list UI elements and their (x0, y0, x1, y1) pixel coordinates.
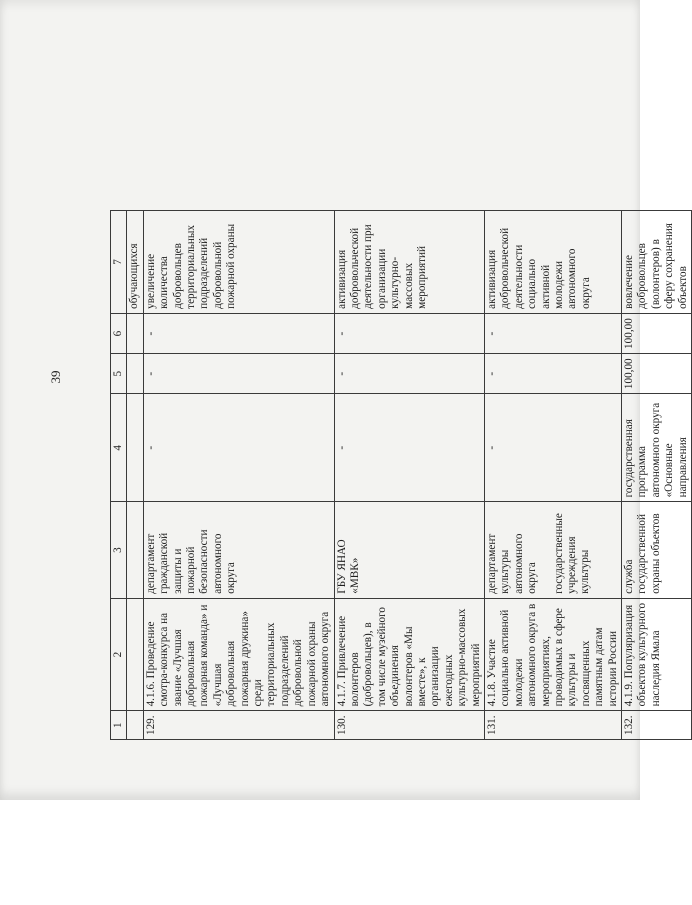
executor-cell: служба государственной охраны объектов (622, 502, 692, 598)
plan-table-container (110, 210, 692, 740)
header-cell: 5 (111, 354, 127, 394)
header-cell: 3 (111, 502, 127, 598)
result-cell: активизация добровольческой деятельности социально активной молодежи автономного округа (484, 211, 621, 314)
value-cell: - (143, 354, 334, 394)
header-cell: 4 (111, 394, 127, 502)
empty-cell (127, 394, 143, 502)
source-cell: государственная программа автономного округа «Основные направления (622, 394, 692, 502)
row-number: 130. (334, 711, 484, 740)
executor-cell: департамент гражданской защиты и пожарной безопасности автономного округа (143, 502, 334, 598)
table-row (622, 211, 692, 740)
table-row (334, 211, 484, 740)
value-cell: - (143, 313, 334, 354)
empty-cell (127, 313, 143, 354)
empty-cell (127, 711, 143, 740)
result-cell: увеличение количества добровольцев территориальных подразделений добровольной пожарной охраны (143, 211, 334, 314)
row-number: 129. (143, 711, 334, 740)
value-cell: 100,00 (622, 354, 692, 394)
page-number: 39 (48, 370, 63, 384)
header-cell: 1 (111, 711, 127, 740)
table-row (484, 211, 621, 740)
continuation-text: обучающихся (127, 211, 143, 314)
value-cell: - (334, 313, 484, 354)
result-cell: вовлечение добровольцев (волонтеров) в сферу сохранения объектов (622, 211, 692, 314)
event-cell: 4.1.8. Участие социально активной молодежи автономного округа в мероприятиях, проводимых в сфере культуры и посвященных памятным датам истории России (484, 598, 621, 711)
table-row (143, 211, 334, 740)
source-cell: - (484, 394, 621, 502)
header-cell: 7 (111, 211, 127, 314)
source-cell: - (334, 394, 484, 502)
header-row (111, 211, 127, 740)
continuation-row (127, 211, 143, 740)
value-cell: - (484, 313, 621, 354)
row-number: 131. (484, 711, 621, 740)
event-cell: 4.1.7. Привлечение волонтеров (добровольцев), в том числе музейного объединения волонтеров «Мы вместе», к организации ежегодных культурно-массовых мероприятий (334, 598, 484, 711)
event-cell: 4.1.6. Проведение смотра-конкурса на звание «Лучшая добровольная пожарная команда» и «Лучшая добровольная пожарная дружина» среди территориальных подразделений добровольной пожарной охраны автономного округа (143, 598, 334, 711)
value-cell: - (484, 354, 621, 394)
result-cell: активизация добровольческой деятельности при организации культурно-массовых мероприятий (334, 211, 484, 314)
plan-table (110, 210, 692, 740)
header-cell: 2 (111, 598, 127, 711)
event-cell: 4.1.9. Популяризация объектов культурного наследия Ямала (622, 598, 692, 711)
executor-line: департамент культуры автономного округа (485, 533, 539, 594)
row-number: 132. (622, 711, 692, 740)
empty-cell (127, 354, 143, 394)
executor-cell (484, 502, 621, 598)
value-cell: - (334, 354, 484, 394)
empty-cell (127, 502, 143, 598)
source-cell: - (143, 394, 334, 502)
value-cell: 100,00 (622, 313, 692, 354)
header-cell: 6 (111, 313, 127, 354)
executor-line: государственные учреждения культуры (552, 513, 592, 594)
executor-cell: ГБУ ЯНАО «МВК» (334, 502, 484, 598)
empty-cell (127, 598, 143, 711)
